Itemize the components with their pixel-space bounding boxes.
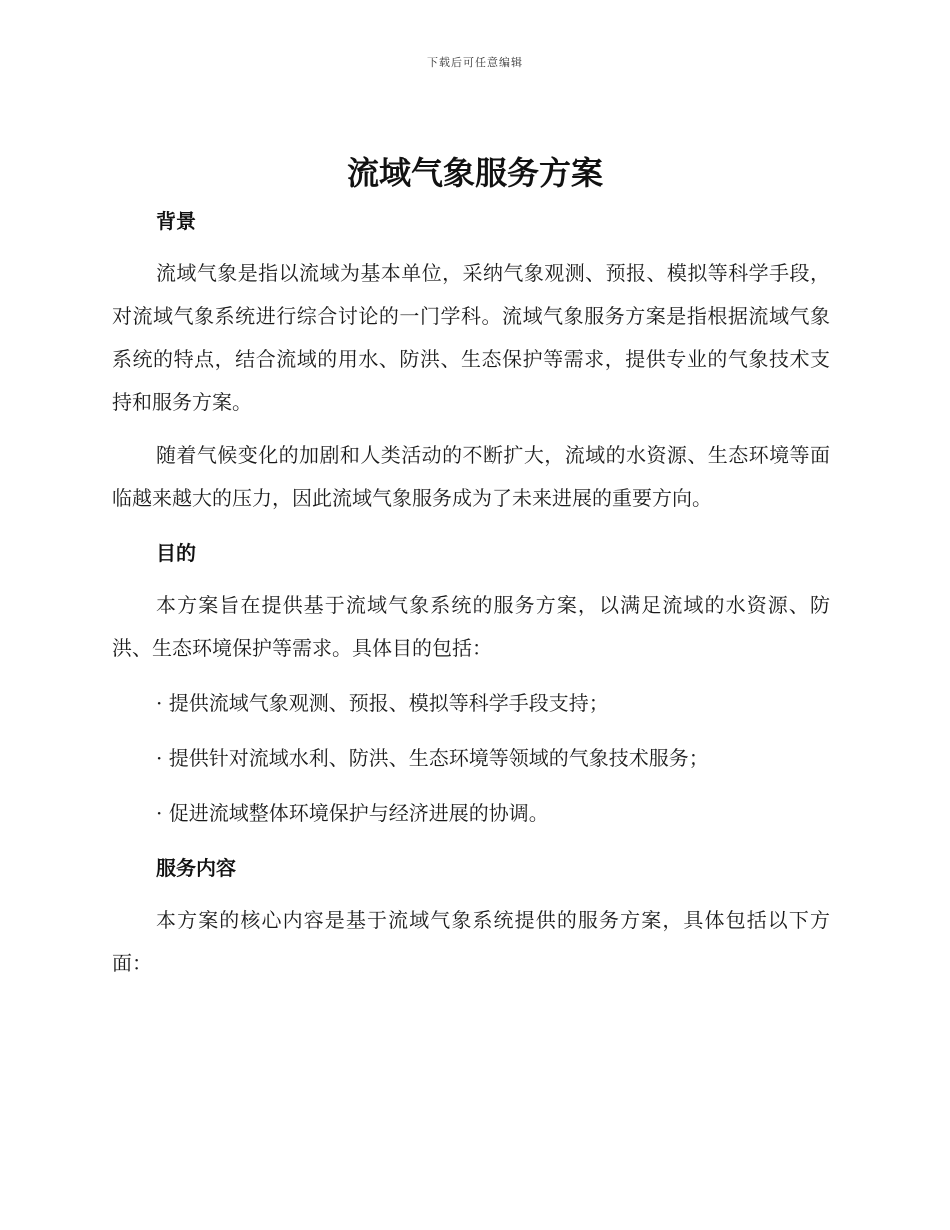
- paragraph: 本方案的核心内容是基于流域气象系统提供的服务方案，具体包括以下方面：: [112, 908, 830, 975]
- section-heading: 服务内容: [156, 856, 236, 880]
- document-title: 流域气象服务方案: [346, 154, 603, 192]
- paragraph: 随着气候变化的加剧和人类活动的不断扩大，流域的水资源、生态环境等面临越来越大的压力，因此流域气象服务成为了未来进展的重要方向。: [112, 443, 830, 510]
- paragraph: 本方案旨在提供基于流域气象系统的服务方案，以满足流域的水资源、防洪、生态环境保护等需求。具体目的包括：: [112, 593, 830, 660]
- section-purpose: [112, 532, 830, 835]
- section-heading: 背景: [156, 209, 196, 233]
- section-heading: 目的: [156, 541, 196, 565]
- bullet-item: · 促进流域整体环境保护与经济进展的协调。: [156, 801, 549, 825]
- document-body: [112, 200, 830, 985]
- section-service-content: [112, 847, 830, 985]
- section-background: [112, 200, 830, 520]
- page-header-note: 下载后可任意编辑: [427, 56, 523, 69]
- bullet-item: · 提供流域气象观测、预报、模拟等科学手段支持；: [156, 691, 609, 715]
- paragraph: 流域气象是指以流域为基本单位，采纳气象观测、预报、模拟等科学手段，对流域气象系统进行综合讨论的一门学科。流域气象服务方案是指根据流域气象系统的特点，结合流域的用水、防洪、生态保护等需求，提供专业的气象技术支持和服务方案。: [112, 261, 830, 414]
- bullet-item: · 提供针对流域水利、防洪、生态环境等领域的气象技术服务；: [156, 746, 709, 770]
